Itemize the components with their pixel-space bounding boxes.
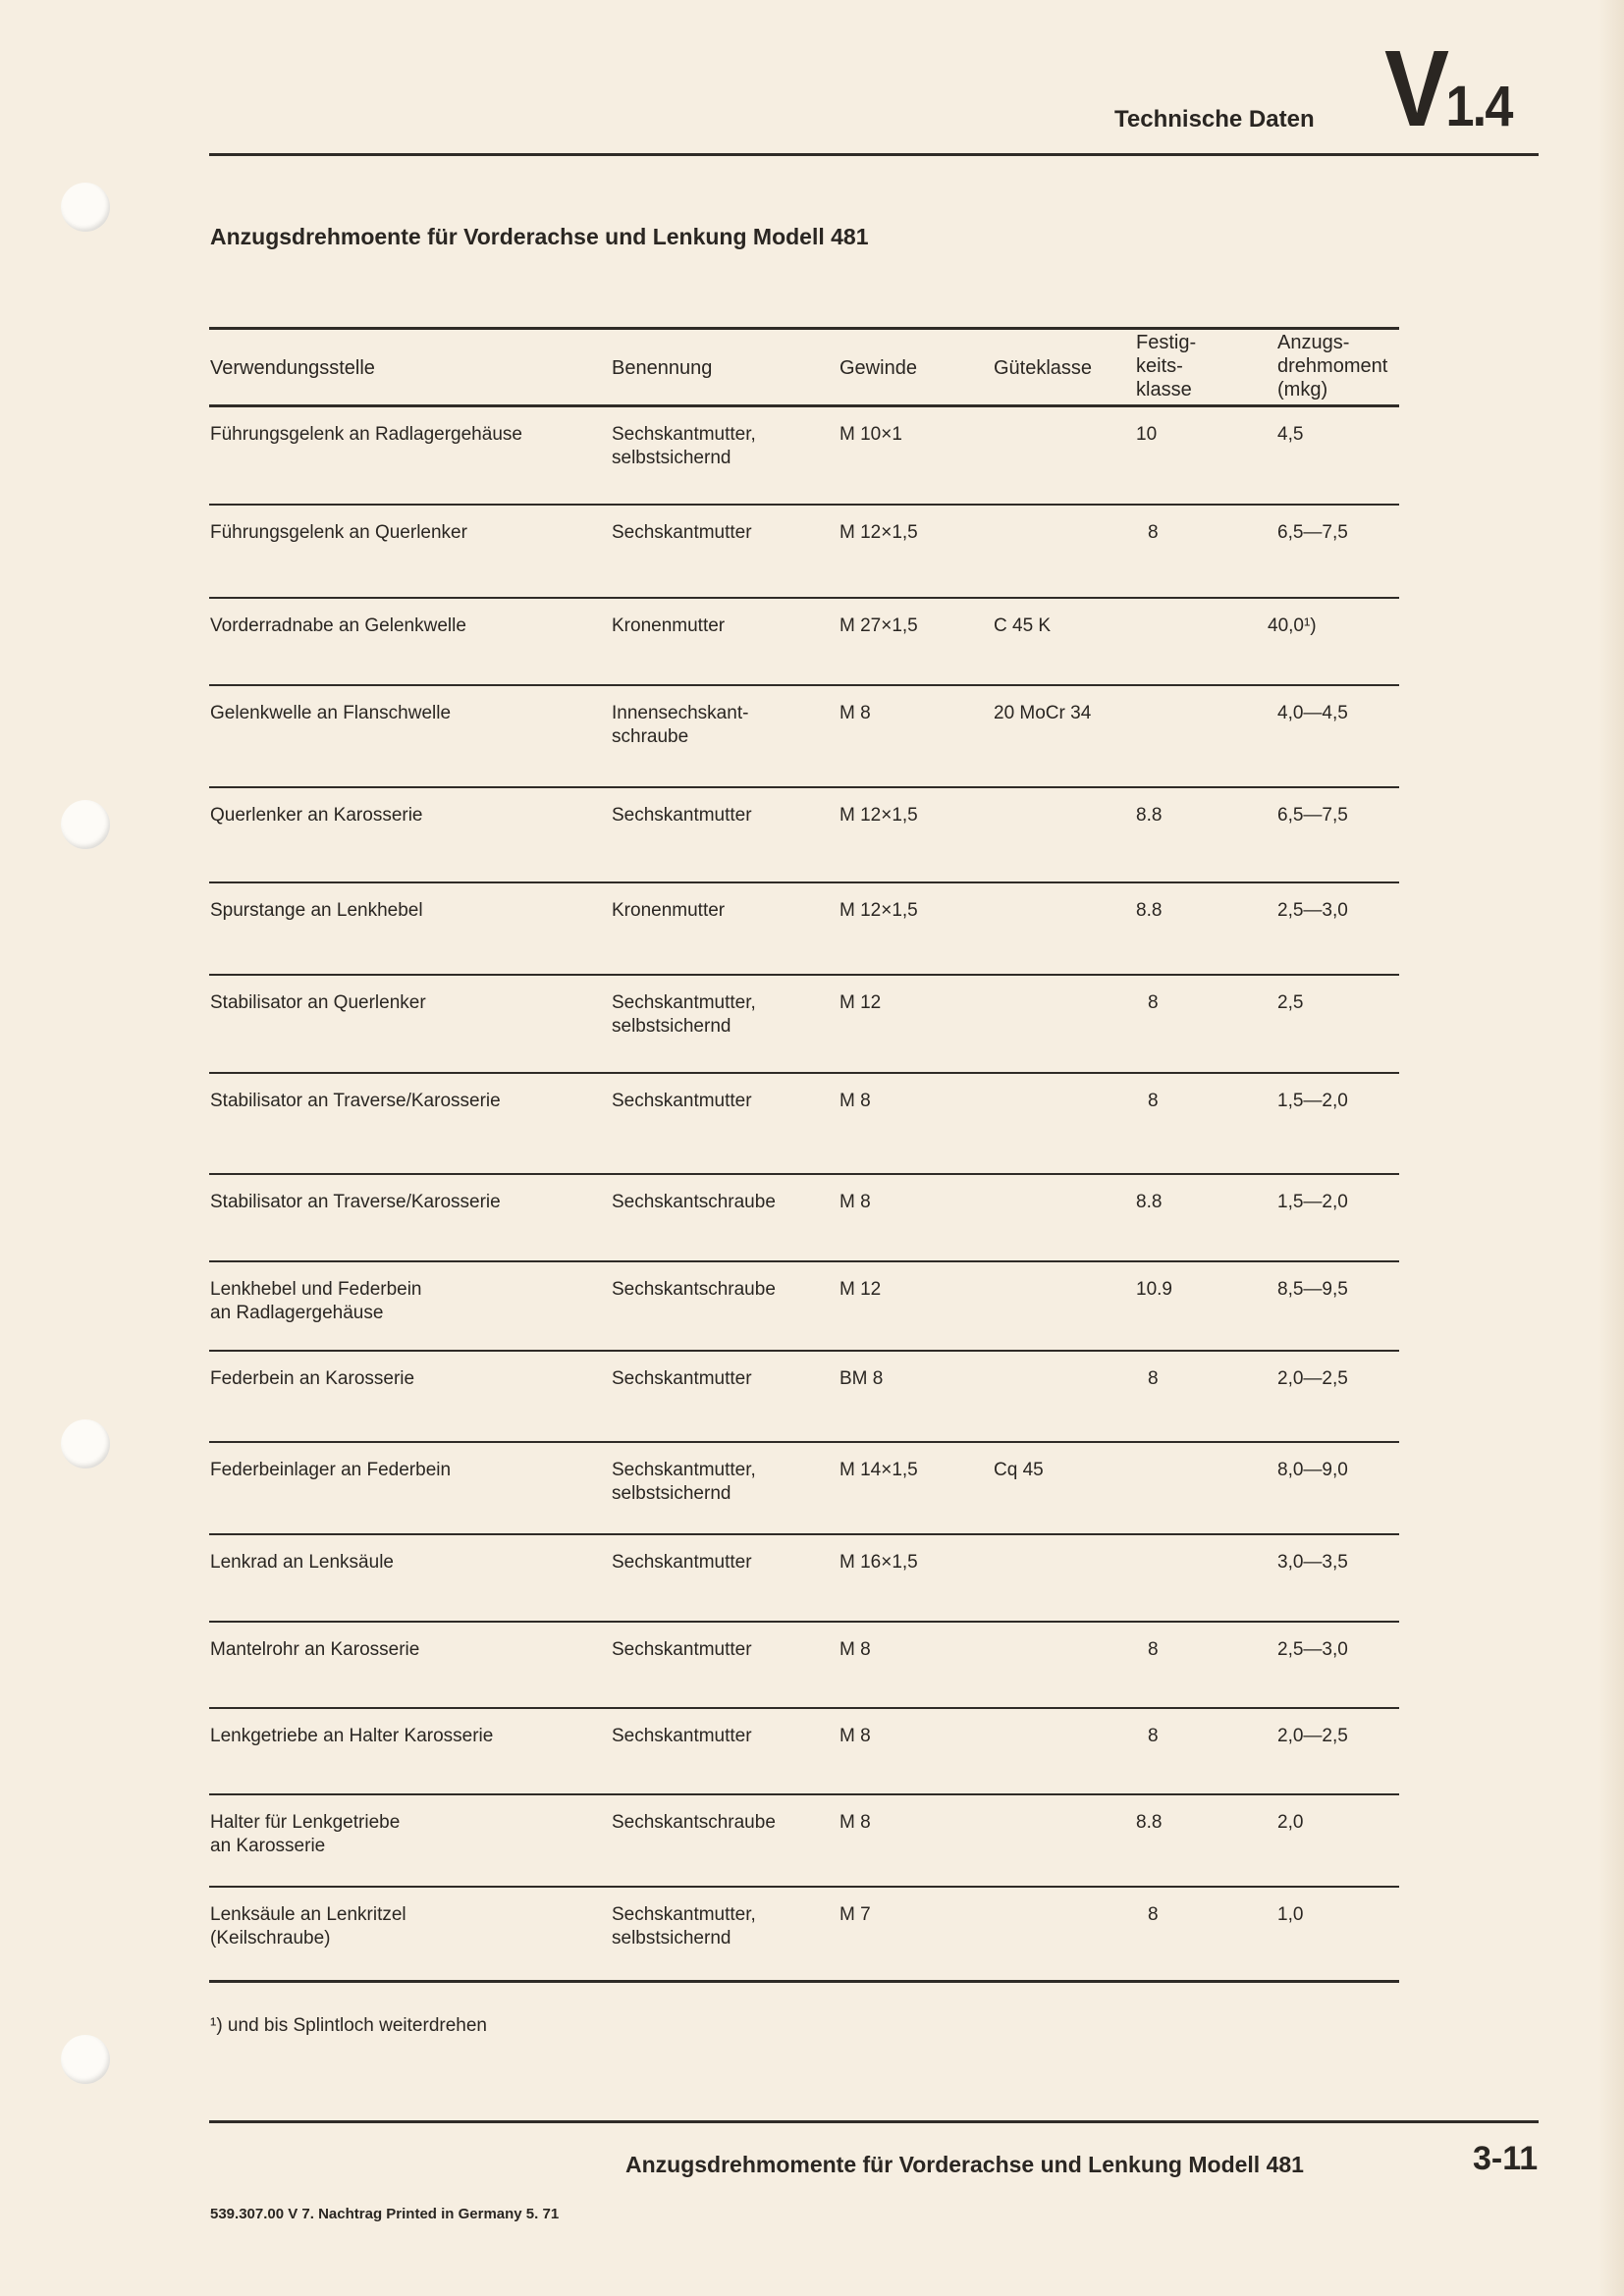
cell-anzugsdrehmoment: 1,0 [1277, 1904, 1304, 1925]
header-rule [209, 153, 1539, 156]
row-separator [209, 1707, 1399, 1709]
cell-benennung: Sechskantmutter [612, 1639, 752, 1660]
cell-gewinde: M 8 [839, 1726, 871, 1746]
cell-benennung: Kronenmutter [612, 615, 726, 636]
cell-festigkeitsklasse: 8.8 [1136, 805, 1163, 826]
row-separator [209, 881, 1399, 883]
punch-hole [61, 2035, 110, 2084]
row-separator [209, 1072, 1399, 1074]
cell-benennung: Sechskantschraube [612, 1192, 776, 1212]
row-separator [209, 504, 1399, 506]
cell-gewinde: M 12×1,5 [839, 900, 918, 921]
cell-gewinde: BM 8 [839, 1368, 884, 1389]
cell-festigkeitsklasse: 8.8 [1136, 900, 1163, 921]
column-header-verwendungsstelle: Verwendungsstelle [210, 357, 375, 379]
row-separator [209, 974, 1399, 976]
cell-anzugsdrehmoment: 1,5—2,0 [1277, 1091, 1348, 1111]
footer-rule [209, 2120, 1539, 2123]
cell-verwendungsstelle: Mantelrohr an Karosserie [210, 1639, 420, 1660]
cell-gueteklasse: C 45 K [994, 615, 1052, 636]
cell-gewinde: M 8 [839, 703, 871, 723]
column-header-anzugsdrehmoment: Anzugs- drehmoment (mkg) [1277, 332, 1388, 400]
cell-gueteklasse: 20 MoCr 34 [994, 703, 1092, 723]
row-separator [209, 1533, 1399, 1535]
cell-benennung: Sechskantmutter [612, 1726, 752, 1746]
punch-hole [61, 1419, 110, 1468]
cell-anzugsdrehmoment: 8,5—9,5 [1277, 1279, 1348, 1300]
cell-gewinde: M 8 [839, 1091, 871, 1111]
section-code-letter: V [1384, 28, 1446, 149]
cell-verwendungsstelle: Lenkgetriebe an Halter Karosserie [210, 1726, 494, 1746]
cell-gewinde: M 8 [839, 1812, 871, 1833]
row-separator [209, 1441, 1399, 1443]
cell-benennung: Sechskantschraube [612, 1812, 776, 1833]
cell-anzugsdrehmoment: 3,0—3,5 [1277, 1552, 1348, 1573]
section-code [1384, 28, 1512, 149]
cell-festigkeitsklasse: 8 [1148, 1368, 1159, 1389]
row-separator [209, 597, 1399, 599]
cell-festigkeitsklasse: 8 [1148, 1904, 1159, 1925]
cell-gewinde: M 27×1,5 [839, 615, 918, 636]
row-separator [209, 1260, 1399, 1262]
cell-benennung: Innensechskant- schraube [612, 703, 749, 747]
cell-anzugsdrehmoment: 6,5—7,5 [1277, 805, 1348, 826]
cell-benennung: Sechskantmutter, selbstsichernd [612, 1460, 756, 1504]
print-info: 539.307.00 V 7. Nachtrag Printed in Germany 5. 71 [210, 2206, 560, 2222]
cell-benennung: Sechskantmutter [612, 522, 752, 543]
cell-festigkeitsklasse: 10 [1136, 424, 1158, 445]
cell-anzugsdrehmoment: 1,5—2,0 [1277, 1192, 1348, 1212]
cell-benennung: Sechskantmutter [612, 1552, 752, 1573]
cell-verwendungsstelle: Stabilisator an Traverse/Karosserie [210, 1192, 501, 1212]
cell-verwendungsstelle: Vorderradnabe an Gelenkwelle [210, 615, 466, 636]
cell-verwendungsstelle: Federbeinlager an Federbein [210, 1460, 452, 1480]
cell-anzugsdrehmoment: 40,0¹) [1268, 615, 1317, 636]
cell-gewinde: M 10×1 [839, 424, 902, 445]
cell-verwendungsstelle: Gelenkwelle an Flanschwelle [210, 703, 452, 723]
cell-benennung: Sechskantmutter, selbstsichernd [612, 1904, 756, 1949]
cell-anzugsdrehmoment: 2,5—3,0 [1277, 900, 1348, 921]
table-bottom-rule [209, 1980, 1399, 1983]
cell-gewinde: M 12 [839, 992, 882, 1013]
page-title: Anzugsdrehmoente für Vorderachse und Lenkung Modell 481 [210, 224, 869, 249]
cell-gewinde: M 12×1,5 [839, 805, 918, 826]
cell-verwendungsstelle: Lenkhebel und Federbein an Radlagergehäuse [210, 1279, 422, 1323]
cell-festigkeitsklasse: 8.8 [1136, 1812, 1163, 1833]
column-header-festigkeitsklasse: Festig- keits- klasse [1136, 332, 1197, 400]
cell-verwendungsstelle: Halter für Lenkgetriebe an Karosserie [210, 1812, 401, 1856]
row-separator [209, 1886, 1399, 1888]
cell-verwendungsstelle: Stabilisator an Querlenker [210, 992, 426, 1013]
cell-anzugsdrehmoment: 2,5 [1277, 992, 1304, 1013]
cell-festigkeitsklasse: 8 [1148, 1726, 1159, 1746]
cell-gueteklasse: Cq 45 [994, 1460, 1044, 1480]
cell-gewinde: M 12 [839, 1279, 882, 1300]
column-header-gewinde: Gewinde [839, 357, 917, 379]
cell-anzugsdrehmoment: 6,5—7,5 [1277, 522, 1348, 543]
cell-festigkeitsklasse: 8.8 [1136, 1192, 1163, 1212]
page-number: 3-11 [1473, 2140, 1539, 2177]
cell-festigkeitsklasse: 8 [1148, 1639, 1159, 1660]
row-separator [209, 684, 1399, 686]
footer-title: Anzugsdrehmomente für Vorderachse und Lenkung Modell 481 [625, 2152, 1304, 2177]
row-separator [209, 786, 1399, 788]
footnote: ¹) und bis Splintloch weiterdrehen [210, 2015, 487, 2036]
cell-gewinde: M 14×1,5 [839, 1460, 918, 1480]
cell-anzugsdrehmoment: 2,0—2,5 [1277, 1368, 1348, 1389]
cell-anzugsdrehmoment: 8,0—9,0 [1277, 1460, 1348, 1480]
cell-gewinde: M 16×1,5 [839, 1552, 918, 1573]
cell-verwendungsstelle: Lenksäule an Lenkritzel (Keilschraube) [210, 1904, 406, 1949]
punch-hole [61, 800, 110, 849]
cell-benennung: Kronenmutter [612, 900, 726, 921]
cell-verwendungsstelle: Federbein an Karosserie [210, 1368, 415, 1389]
cell-benennung: Sechskantmutter [612, 805, 752, 826]
cell-benennung: Sechskantmutter, selbstsichernd [612, 992, 756, 1037]
cell-festigkeitsklasse: 8 [1148, 992, 1159, 1013]
cell-anzugsdrehmoment: 2,0—2,5 [1277, 1726, 1348, 1746]
cell-festigkeitsklasse: 8 [1148, 1091, 1159, 1111]
cell-benennung: Sechskantmutter [612, 1091, 752, 1111]
cell-verwendungsstelle: Spurstange an Lenkhebel [210, 900, 423, 921]
page-edge-shadow [1598, 0, 1624, 2296]
cell-gewinde: M 12×1,5 [839, 522, 918, 543]
cell-verwendungsstelle: Stabilisator an Traverse/Karosserie [210, 1091, 501, 1111]
cell-benennung: Sechskantmutter [612, 1368, 752, 1389]
cell-verwendungsstelle: Führungsgelenk an Querlenker [210, 522, 467, 543]
row-separator [209, 1793, 1399, 1795]
table-top-rule [209, 327, 1399, 330]
cell-gewinde: M 7 [839, 1904, 871, 1925]
cell-benennung: Sechskantmutter, selbstsichernd [612, 424, 756, 468]
row-separator [209, 1350, 1399, 1352]
cell-gewinde: M 8 [839, 1192, 871, 1212]
cell-anzugsdrehmoment: 4,5 [1277, 424, 1304, 445]
column-header-gueteklasse: Güteklasse [994, 357, 1093, 379]
table-header-rule [209, 404, 1399, 407]
cell-festigkeitsklasse: 8 [1148, 522, 1159, 543]
cell-verwendungsstelle: Führungsgelenk an Radlagergehäuse [210, 424, 522, 445]
cell-anzugsdrehmoment: 2,5—3,0 [1277, 1639, 1348, 1660]
column-header-benennung: Benennung [612, 357, 713, 379]
cell-verwendungsstelle: Querlenker an Karosserie [210, 805, 423, 826]
section-label: Technische Daten [1114, 106, 1315, 133]
row-separator [209, 1173, 1399, 1175]
cell-anzugsdrehmoment: 4,0—4,5 [1277, 703, 1348, 723]
cell-festigkeitsklasse: 10.9 [1136, 1279, 1172, 1300]
row-separator [209, 1621, 1399, 1623]
cell-verwendungsstelle: Lenkrad an Lenksäule [210, 1552, 394, 1573]
cell-benennung: Sechskantschraube [612, 1279, 776, 1300]
punch-hole [61, 183, 110, 232]
cell-anzugsdrehmoment: 2,0 [1277, 1812, 1304, 1833]
section-code-number: 1.4 [1445, 75, 1512, 138]
cell-gewinde: M 8 [839, 1639, 871, 1660]
